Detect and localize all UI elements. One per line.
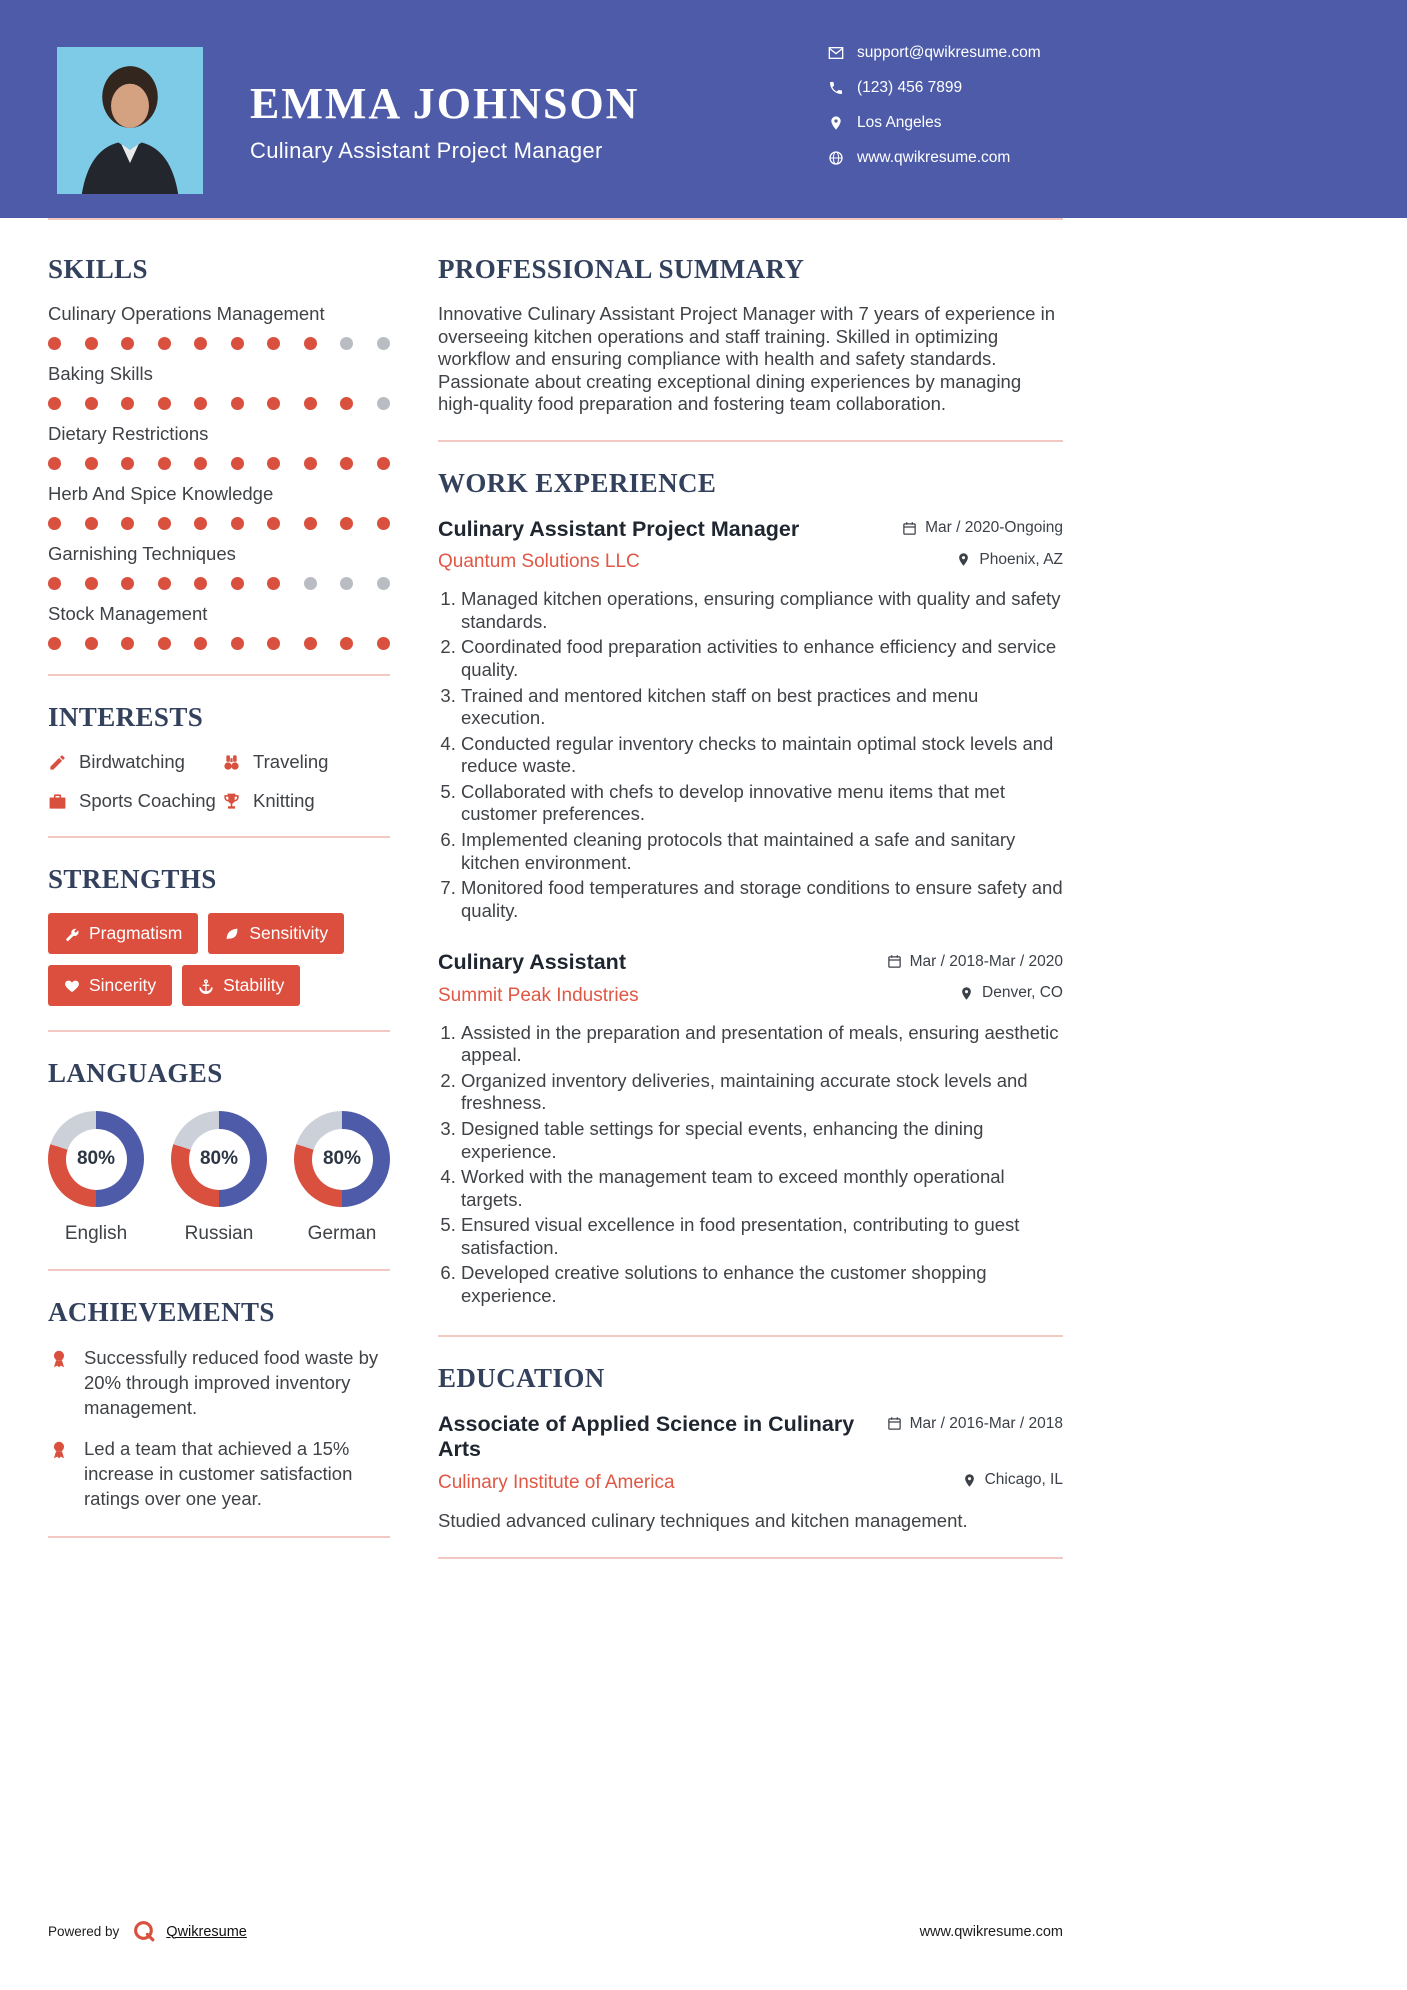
skill-dot-filled [121,637,134,650]
skill-rating [48,457,390,470]
contact-website[interactable] [828,149,1041,167]
skill-dot-empty [340,337,353,350]
skill-dot-filled [267,337,280,350]
education-school: Culinary Institute of America [438,1471,675,1493]
skill-name: Culinary Operations Management [48,303,325,324]
skill-item [48,423,390,470]
globe-icon [828,150,844,166]
leaf-icon [224,926,240,942]
skill-dot-filled [267,637,280,650]
contact-email-text: support@qwikresume.com [857,44,1041,61]
strength-badge [208,913,344,954]
language-percent-text: 80% [199,1148,239,1169]
skill-dot-empty [377,577,390,590]
skill-dot-filled [231,337,244,350]
skill-dot-filled [340,397,353,410]
calendar-icon [887,954,902,969]
interest-label: Birdwatching [79,751,185,772]
skill-dot-filled [158,637,171,650]
interest-label: Sports Coaching [79,790,216,811]
skill-dot-filled [85,637,98,650]
skill-dot-filled [377,457,390,470]
skill-dot-filled [340,637,353,650]
skill-dot-filled [85,397,98,410]
skill-dot-filled [304,337,317,350]
footer [48,1919,1063,1944]
email-icon [828,45,844,61]
section-divider [48,1269,390,1271]
briefcase-icon [48,792,67,811]
skill-dot-filled [377,637,390,650]
education-location-text: Chicago, IL [984,1471,1063,1489]
skill-dot-filled [194,457,207,470]
job-title: Culinary Assistant [438,950,626,975]
language-label: English [64,1223,128,1244]
skill-dot-filled [267,397,280,410]
skill-dot-filled [377,517,390,530]
interests-grid [48,751,390,812]
job-bullets [438,1022,1063,1308]
skill-dot-filled [267,577,280,590]
interests-section [48,702,390,812]
skill-dot-filled [48,337,61,350]
achievement-text: Successfully reduced food waste by 20% through improved inventory management. [84,1347,379,1418]
job-bullet: 4. Conducted regular inventory checks to maintain optimal stock levels and reduce waste. [461,733,1063,778]
wrench-icon [64,926,80,942]
section-divider [48,1030,390,1032]
education-dates [887,1415,1063,1433]
binoculars-icon [222,753,241,772]
summary-section [438,254,1063,416]
job-location [959,984,1063,1002]
skill-dot-filled [231,517,244,530]
languages-section [48,1058,390,1245]
interest-item [48,751,216,773]
achievement-item [48,1346,390,1421]
skill-name: Herb And Spice Knowledge [48,483,274,504]
skill-dot-empty [304,577,317,590]
skill-rating [48,637,390,650]
skill-dot-filled [48,397,61,410]
skill-dot-filled [48,577,61,590]
location-pin-icon [959,986,974,1001]
education-degree: Associate of Applied Science in Culinary Arts [438,1412,855,1462]
strength-badges [48,913,390,1006]
skill-name: Garnishing Techniques [48,543,236,564]
language-percent [66,1129,127,1190]
language-label: Russian [184,1223,254,1244]
language-donut-chart [171,1111,267,1207]
job-bullets [438,588,1063,922]
skill-dot-filled [85,337,98,350]
header [0,0,1407,218]
skill-dot-filled [121,577,134,590]
strength-badge [48,913,198,954]
interest-label: Traveling [253,751,329,772]
medal-icon [48,1439,70,1461]
language-item [48,1111,144,1245]
language-percent [189,1129,250,1190]
language-label: German [307,1223,377,1244]
section-divider [438,1335,1063,1337]
language-item [171,1111,267,1245]
job-bullet: 5. Ensured visual excellence in food presentation, contributing to guest satisfaction. [461,1214,1063,1259]
education-section [438,1363,1063,1532]
interests-heading: INTERESTS [48,702,204,732]
job-bullet: 3. Trained and mentored kitchen staff on best practices and menu execution. [461,685,1063,730]
skill-dot-filled [194,337,207,350]
language-percent-text: 80% [76,1148,116,1169]
education-header [438,1412,1063,1462]
name-block [250,78,639,164]
education-description: Studied advanced culinary techniques and kitchen management. [438,1509,968,1531]
interest-label: Knitting [253,790,315,811]
education-heading: EDUCATION [438,1363,605,1394]
job-bullet: 7. Monitored food temperatures and storage conditions to ensure safety and quality. [461,877,1063,922]
language-percent [312,1129,373,1190]
skill-dot-filled [194,517,207,530]
trophy-icon [222,792,241,811]
job-dates [902,519,1063,537]
education-subheader [438,1471,1063,1494]
contact-list [828,44,1041,167]
skill-dot-filled [121,457,134,470]
language-item [294,1111,390,1245]
skill-dot-filled [85,577,98,590]
job-location-text: Denver, CO [982,984,1063,1002]
skill-dot-filled [158,457,171,470]
achievements-heading: ACHIEVEMENTS [48,1297,275,1327]
job-bullet: 1. Assisted in the preparation and presentation of meals, ensuring aesthetic appeal. [461,1022,1063,1067]
skill-dot-filled [85,457,98,470]
footer-website[interactable]: www.qwikresume.com [919,1923,1063,1940]
skill-dot-filled [85,517,98,530]
skill-dot-filled [340,517,353,530]
skill-item [48,483,390,530]
skill-dot-filled [267,457,280,470]
job-dates-text: Mar / 2020-Ongoing [925,519,1063,537]
strengths-section [48,864,390,1006]
powered-by-text: Powered by [48,1924,120,1939]
job-header [438,950,1063,975]
job-title: Culinary Assistant Project Manager [438,516,800,541]
language-percent-text: 80% [322,1148,362,1169]
education-location [962,1471,1063,1489]
skill-name: Baking Skills [48,363,153,384]
qwikresume-logo[interactable] [132,1919,157,1944]
language-donut-chart [294,1111,390,1207]
strength-badge [48,965,172,1006]
job-bullet: 2. Organized inventory deliveries, maintaining accurate stock levels and freshness. [461,1070,1063,1115]
skill-dot-filled [158,517,171,530]
skill-dot-filled [48,637,61,650]
skill-dot-filled [340,457,353,470]
job-header [438,517,1063,542]
languages-list [48,1107,390,1245]
skills-heading: SKILLS [48,254,148,284]
profile-photo-image [57,47,203,194]
candidate-name: EMMA JOHNSON [250,79,640,128]
skill-dot-filled [194,637,207,650]
contact-email[interactable] [828,44,1041,62]
achievement-text: Led a team that achieved a 15% increase in customer satisfaction ratings over one year. [84,1437,353,1509]
job-location [956,551,1063,569]
job-bullet: 2. Coordinated food preparation activities to enhance efficiency and service quality. [461,636,1063,681]
skill-dot-filled [194,577,207,590]
skill-name: Dietary Restrictions [48,423,209,444]
skill-item [48,603,390,650]
skill-dot-empty [377,337,390,350]
skill-dot-filled [48,457,61,470]
skill-dot-filled [304,457,317,470]
job-entry [438,517,1063,922]
contact-location[interactable] [828,114,1041,132]
skill-dot-filled [158,337,171,350]
location-pin-icon [962,1473,977,1488]
location-icon [828,115,844,131]
summary-heading: PROFESSIONAL SUMMARY [438,254,805,284]
interest-item [222,790,390,812]
profile-photo [57,47,203,194]
content [0,220,1407,1585]
skill-dot-filled [121,397,134,410]
interest-item [222,751,390,773]
phone-icon [828,80,844,96]
left-column [48,254,390,1585]
medal-icon [48,1348,70,1370]
achievements-section [48,1297,390,1512]
skill-dot-filled [267,517,280,530]
strength-label: Pragmatism [89,923,183,943]
language-donut-chart [48,1111,144,1207]
skill-dot-filled [121,337,134,350]
contact-location-text: Los Angeles [857,114,942,131]
skill-rating [48,337,390,350]
skill-dot-filled [304,517,317,530]
anchor-icon [198,978,214,994]
skill-dot-filled [194,397,207,410]
location-pin-icon [956,552,971,567]
strength-label: Sensitivity [249,923,329,943]
job-entry [438,950,1063,1307]
skill-dot-filled [48,517,61,530]
job-company: Quantum Solutions LLC [438,551,640,573]
calendar-icon [887,1416,902,1431]
work-experience-section [438,468,1063,1308]
section-divider [438,1557,1063,1559]
section-divider [438,440,1063,442]
job-company: Summit Peak Industries [438,984,639,1006]
job-location-text: Phoenix, AZ [979,550,1063,568]
strengths-heading: STRENGTHS [48,864,217,894]
achievement-item [48,1437,390,1512]
calendar-icon [902,521,917,536]
contact-website-text: www.qwikresume.com [857,149,1011,166]
job-bullet: 6. Developed creative solutions to enhance the customer shopping experience. [461,1262,1063,1307]
contact-phone[interactable] [828,79,1041,97]
pencil-icon [48,753,67,772]
strength-badge [182,965,300,1006]
skill-dot-filled [231,637,244,650]
job-dates-text: Mar / 2018-Mar / 2020 [909,952,1063,970]
skill-item [48,543,390,590]
skills-section [48,254,390,650]
work-heading: WORK EXPERIENCE [438,467,717,498]
education-dates-text: Mar / 2016-Mar / 2018 [909,1414,1063,1432]
skill-dot-empty [377,397,390,410]
skill-rating [48,577,390,590]
skill-item [48,303,390,350]
summary-text: Innovative Culinary Assistant Project Manager with 7 years of experience in overseeing kitchen operations and staff training. Skilled in optimizing workflow and ensuring compliance with health and safety standards. Passionate about creating exceptional dining experiences by managing high-quality food preparation and fostering team collaboration. [438,303,1055,415]
skill-item [48,363,390,410]
skill-rating [48,517,390,530]
job-subheader [438,984,1063,1007]
skill-dot-filled [304,397,317,410]
contact-phone-text: (123) 456 7899 [857,79,963,96]
strength-label: Sincerity [89,975,157,995]
skill-dot-empty [340,577,353,590]
right-column [438,254,1063,1585]
candidate-title: Culinary Assistant Project Manager [250,138,603,163]
section-divider [48,674,390,676]
skill-dot-filled [304,637,317,650]
skill-rating [48,397,390,410]
skill-dot-filled [231,457,244,470]
section-divider [48,1536,390,1538]
languages-heading: LANGUAGES [48,1058,223,1088]
job-bullet: 5. Collaborated with chefs to develop innovative menu items that met customer preferences. [461,781,1063,826]
skill-dot-filled [121,517,134,530]
skill-dot-filled [231,577,244,590]
qwikresume-link[interactable]: Qwikresume [166,1923,247,1940]
job-bullet: 6. Implemented cleaning protocols that maintained a safe and sanitary kitchen environment. [461,829,1063,874]
section-divider [48,836,390,838]
skill-dot-filled [158,577,171,590]
job-dates [887,953,1063,971]
skill-dot-filled [158,397,171,410]
job-bullet: 3. Designed table settings for special events, enhancing the dining experience. [461,1118,1063,1163]
skill-dot-filled [231,397,244,410]
strength-label: Stability [223,975,285,995]
skill-name: Stock Management [48,603,208,624]
job-subheader [438,551,1063,574]
interest-item [48,790,216,812]
job-bullet: 4. Worked with the management team to exceed monthly operational targets. [461,1166,1063,1211]
heart-icon [64,978,80,994]
job-bullet: 1. Managed kitchen operations, ensuring compliance with quality and safety standards. [461,588,1063,633]
